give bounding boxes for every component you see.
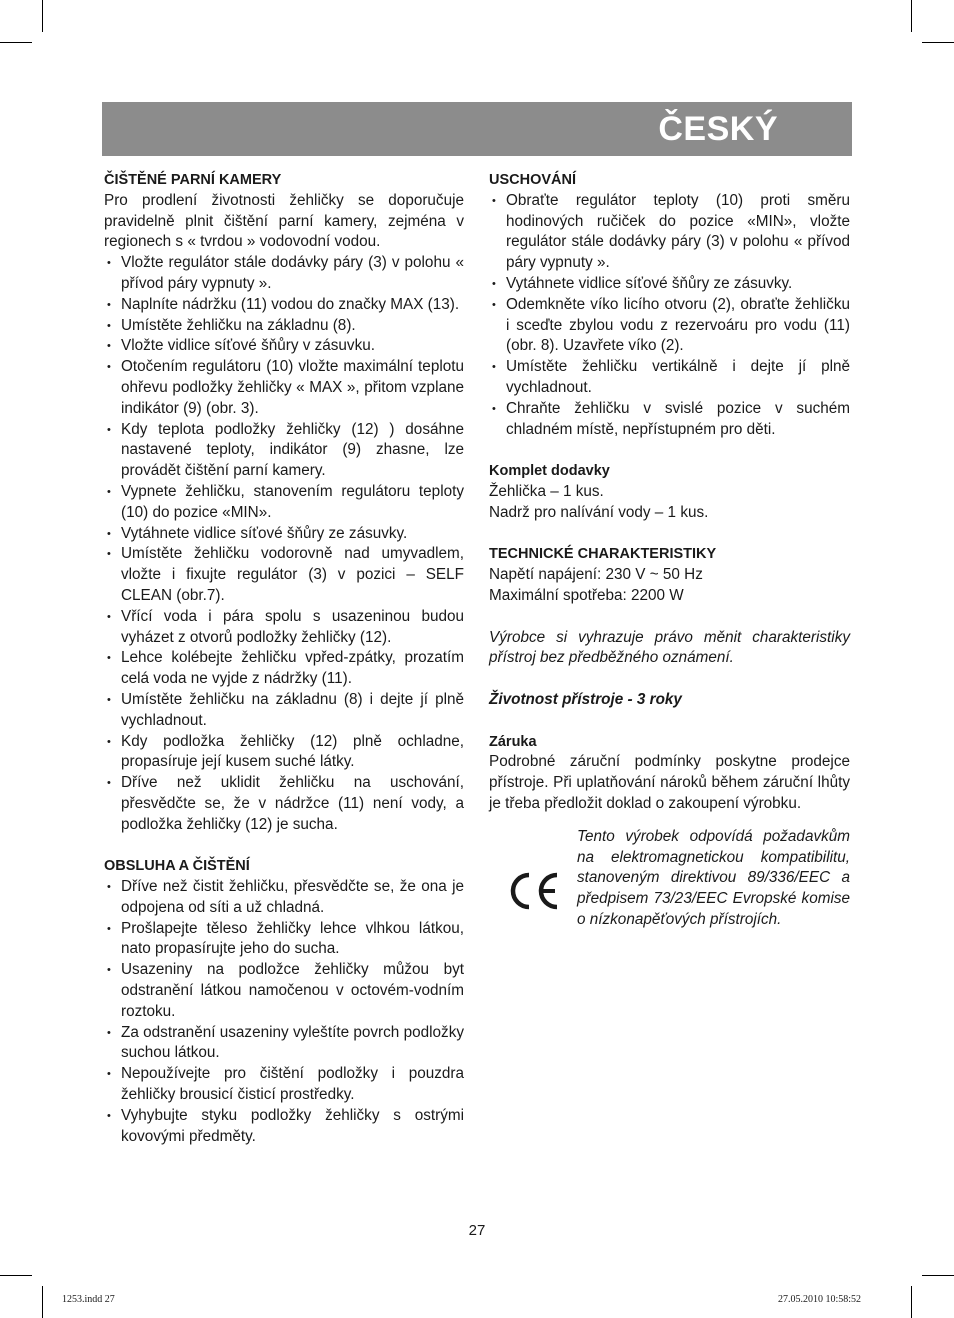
list-item: • Vřící voda i pára spolu s usazeninou budou vyházet z otvorů podložky žehličky (12).	[104, 607, 464, 649]
lifetime-text: Životnost přístroje - 3 roky	[489, 690, 682, 708]
list-item: • Za odstranění usazeniny vyleštíte povrch podložky suchou látkou.	[104, 1023, 464, 1065]
footer-file-info: 1253.indd 27	[62, 1294, 115, 1305]
list-item: • Umístěte žehličku na základnu (8).	[104, 316, 464, 337]
section-heading-specs: TECHNICKÉ CHARAKTERISTIKY	[489, 546, 717, 563]
spec-line: Maximální spotřeba: 2200 W	[489, 586, 684, 604]
right-column	[489, 170, 850, 957]
crop-mark	[0, 42, 32, 43]
crop-mark	[911, 1286, 912, 1318]
list-item: • Chraňte žehličku v svislé pozice v suchém chladném místě, nepřístupném pro děti.	[489, 399, 850, 441]
crop-mark	[0, 1275, 32, 1276]
page-number: 27	[468, 1222, 486, 1239]
list-item: • Odemkněte víko licího otvoru (2), obraťte žehličku i sceďte zbylou vodu z rezervoáru pro vodu (11) (obr. 8). Uzavřete víko (2).	[489, 295, 850, 357]
warranty-text: Podrobné záruční podmínky poskytne prodejce přístroje. Při uplatňování nároků během záruční lhůty je třeba předložit doklad o zakoupení výrobku.	[489, 753, 850, 812]
section-heading-package: Komplet dodavky	[489, 463, 610, 480]
crop-mark	[911, 0, 912, 32]
list-item: • Dříve než čistit žehličku, přesvědčte se, že ona je odpojena od síti a už chladná.	[104, 877, 464, 919]
crop-mark	[42, 1286, 43, 1318]
list-item: • Vložte vidlice síťové šňůry v zásuvku.	[104, 336, 464, 357]
package-line: Žehlička – 1 kus.	[489, 482, 604, 500]
list-item: • Umístěte žehličku vertikálně i dejte jí plně vychladnout.	[489, 357, 850, 399]
language-header-bar	[102, 102, 852, 156]
cleaning-intro: Pro prodlení životnosti žehličky se doporučuje pravidelně plnit čištění parní kamery, zejména v regionech s « tvrdou » vodovodní vodou.	[104, 191, 464, 251]
list-item: • Vytáhnete vidlice síťové šňůry ze zásuvky.	[489, 274, 850, 295]
list-item: • Usazeniny na podložce žehličky můžou byt odstranění látkou namočenou v octovém-vodním roztoku.	[104, 960, 464, 1022]
list-item: • Vyhybujte styku podložky žehličky s ostrými kovovými předměty.	[104, 1106, 464, 1148]
ce-mark-icon	[507, 871, 561, 911]
cleaning-list	[104, 253, 464, 835]
list-item: • Dříve než uklidit žehličku na uschování, přesvědčte se, že v nádržce (11) není vody, a podložka žehličky (12) je sucha.	[104, 773, 464, 835]
crop-mark	[42, 0, 43, 32]
list-item: • Kdy teplota podložky žehličky (12) ) dosáhne nastavené teploty, indikátor (9) zhasne, lze provádět čištění parní kamery.	[104, 420, 464, 482]
list-item: • Prošlapejte těleso žehličky lehce vlhkou látkou, nato propasírujte jeho do sucha.	[104, 919, 464, 961]
ce-block	[489, 827, 850, 957]
footer-date-info: 27.05.2010 10:58:52	[778, 1294, 862, 1305]
ce-compliance-text: Tento výrobek odpovídá požadavkům na elektromagnetickou kompatibilitu, stanoveným direktivou 89/336/EEC a předpisem 73/23/EEC Evropské komise o nízkonapěťových přístrojích.	[577, 827, 850, 928]
section-heading-maintenance: OBSLUHA A ČIŠTĚNÍ	[104, 858, 250, 875]
list-item: • Naplníte nádržku (11) vodou do značky MAX (13).	[104, 295, 464, 316]
list-item: • Umístěte žehličku na základnu (8) i dejte jí plně vychladnout.	[104, 690, 464, 732]
storage-list	[489, 191, 850, 441]
section-heading-warranty: Záruka	[489, 733, 537, 750]
section-heading-cleaning: ČIŠTĚNÉ PARNÍ KAMERY	[104, 172, 282, 188]
section-heading-storage: USCHOVÁNÍ	[489, 172, 577, 188]
list-item: • Vytáhnete vidlice síťové šňůry ze zásuvky.	[104, 524, 464, 545]
crop-mark	[922, 42, 954, 43]
list-item: • Umístěte žehličku vodorovně nad umyvadlem, vložte i fixujte regulátor (3) v pozici – SELF CLEAN (obr.7).	[104, 544, 464, 606]
package-line: Nadrž pro nalívání vody – 1 kus.	[489, 503, 709, 521]
maintenance-list	[104, 877, 464, 1147]
language-title: ČESKÝ	[658, 110, 778, 148]
list-item: • Otočením regulátoru (10) vložte maximální teplotu ohřevu podložky žehličky « MAX », přitom vzplane indikátor (9) (obr. 3).	[104, 357, 464, 419]
list-item: • Nepoužívejte pro čištění podložky i pouzdra žehličky brousicí čisticí prostředky.	[104, 1064, 464, 1106]
list-item: • Kdy podložka žehličky (12) plně ochladne, propasíruje její kusem suché látky.	[104, 732, 464, 774]
crop-mark	[922, 1275, 954, 1276]
spec-line: Napětí napájení: 230 V ~ 50 Hz	[489, 566, 703, 584]
disclaimer-text: Výrobce si vyhrazuje právo měnit charakteristiky přístroj bez předběžného oznámení.	[489, 628, 850, 667]
list-item: • Obraťte regulátor teploty (10) proti směru hodinových ručiček do pozice «MIN», vložte regulátor stále dodávky páry (3) v polohu « přívod páry vypnuty ».	[489, 191, 850, 274]
list-item: • Lehce kolébejte žehličku vpřed-zpátky, prozatím celá voda ne vyjde z nádržky (11).	[104, 648, 464, 690]
list-item: • Vypnete žehličku, stanovením regulátoru teploty (10) do pozice «MIN».	[104, 482, 464, 524]
list-item: • Vložte regulátor stále dodávky páry (3) v polohu « přívod páry vypnuty ».	[104, 253, 464, 295]
left-column	[104, 170, 464, 1147]
